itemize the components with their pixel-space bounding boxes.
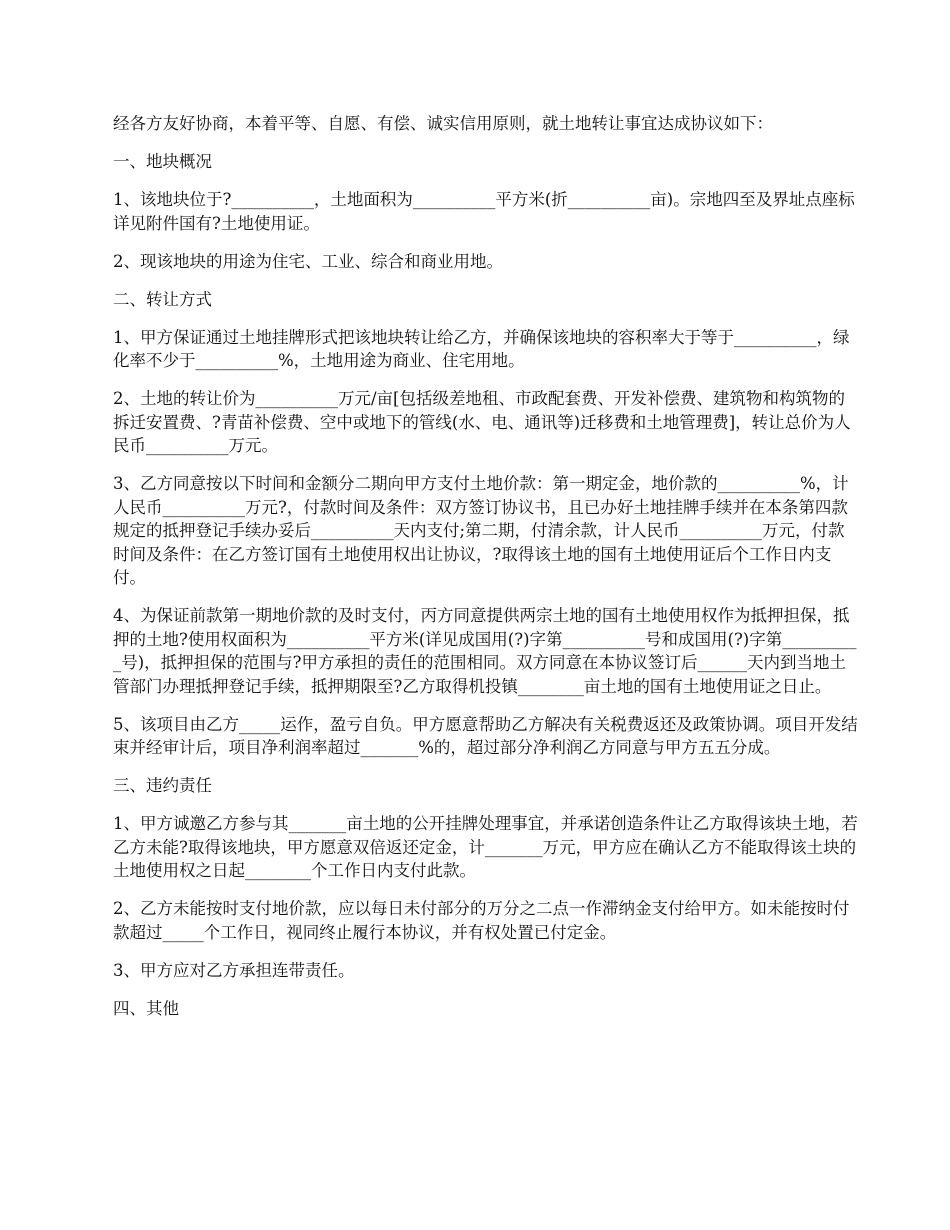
section-heading-transfer-method: 二、转让方式	[113, 289, 212, 309]
clause-2-3: 3、乙方同意按以下时间和金额分二期向甲方支付土地价款：第一期定金，地价款的__________%，计人民币__________万元?，付款时间及条件：双方签订协议书，且已办好土地挂牌手续并在本条第四款规定的抵押登记手续办妥后__________天内支付;第二期，付清余款，计人民币__________万元，付款时间及条件：在乙方签订国有土地使用权出让协议，?取得该土地的国有土地使用证后个工作日内支付。	[113, 474, 849, 587]
clause-2-5: 5、该项目由乙方_____运作，盈亏自负。甲方愿意帮助乙方解决有关税费返还及政策协调。项目开发结束并经审计后，项目净利润率超过_______%的，超过部分净利润乙方同意与甲方五五分成。	[113, 714, 858, 757]
section-heading-land-overview: 一、地块概况	[113, 152, 212, 171]
section-heading-liability: 三、违约责任	[113, 776, 212, 795]
clause-1-2: 2、现该地块的用途为住宅、工业、综合和商业用地。	[113, 251, 503, 271]
section-heading-other: 四、其他	[113, 998, 179, 1018]
clause-3-2: 2、乙方未能按时支付地价款，应以每日未付部分的万分之二点一作滞纳金支付给甲方。如未能按时付款超过_____个工作日，视同终止履行本协议，并有权处置已付定金。	[113, 899, 850, 942]
clause-2-2: 2、土地的转让价为__________万元/亩[包括级差地租、市政配套费、开发补偿费、建筑物和构筑物的拆迁安置费、?青苗补偿费、空中或地下的管线(水、电、通讯等)迁移费和土地管理费]，转让总价为人民币__________万元。	[113, 389, 851, 455]
clause-1-1: 1、该地块位于?__________，土地面积为__________平方米(折__________亩)。宗地四至及界址点座标详见附件国有?土地使用证。	[113, 190, 855, 233]
clause-2-4: 4、为保证前款第一期地价款的及时支付，丙方同意提供两宗土地的国有土地使用权作为抵押担保，抵押的土地?使用权面积为__________平方米(详见成国用(?)字第__________号和成国用(?)字第__________号)，抵押担保的范围与?甲方承担的责任的范围相同。双方同意在本协议签订后______天内到当地土管部门办理抵押登记手续，抵押期限至?乙方取得机投镇________亩土地的国有土地使用证之日止。	[113, 606, 857, 696]
clause-2-1: 1、甲方保证通过土地挂牌形式把该地块转让给乙方，并确保该地块的容积率大于等于__________，绿化率不少于__________%，土地用途为商业、住宅用地。	[113, 327, 850, 370]
clause-3-1: 1、甲方诚邀乙方参与其_______亩土地的公开挂牌处理事宜，并承诺创造条件让乙方取得该块土地，若乙方未能?取得该地块，甲方愿意双倍返还定金，计_______万元，甲方应在确认乙方不能取得该土块的土地使用权之日起________个工作日内支付此款。	[113, 814, 858, 880]
clause-3-3: 3、甲方应对乙方承担连带责任。	[113, 960, 355, 980]
document-body	[113, 112, 858, 1035]
intro-paragraph: 经各方友好协商，本着平等、自愿、有偿、诚实信用原则，就土地转让事宜达成协议如下：	[113, 114, 773, 133]
